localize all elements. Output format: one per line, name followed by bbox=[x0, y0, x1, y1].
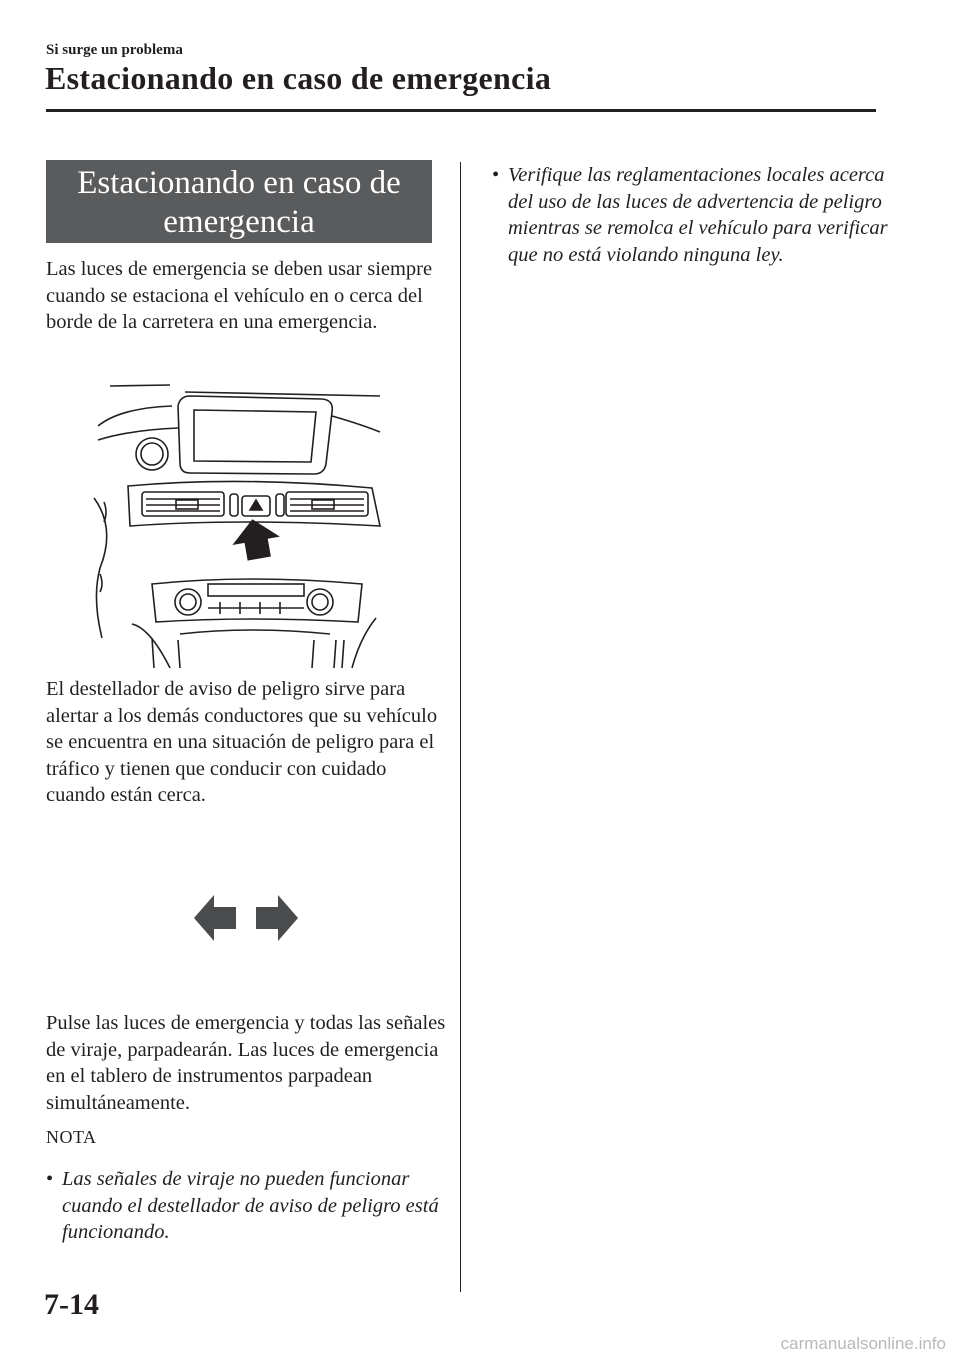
section-heading-box bbox=[46, 160, 432, 243]
note-bullet-1-text: Las señales de viraje no pueden funcionar cuando el destellador de aviso de peligro está funcionando. bbox=[62, 1168, 439, 1243]
center-vent-right bbox=[286, 492, 368, 516]
climate-display bbox=[208, 584, 304, 596]
turn-signal-arrows-icon bbox=[194, 895, 298, 941]
round-vent-inner bbox=[141, 443, 163, 465]
press-paragraph: Pulse las luces de emergencia y todas las señales de viraje, parpadearán. Las luces de emergencia en el tablero de instrumentos parpadean simultáneamente. bbox=[46, 1012, 446, 1114]
dashboard-illustration bbox=[90, 378, 390, 668]
climate-knob-right bbox=[307, 589, 333, 615]
flasher-paragraph: El destellador de aviso de peligro sirve para alertar a los demás conductores que su vehículo se encuentra en una situación de peligro para el tráfico y tienen que conducir con cuidado cuando están cerca. bbox=[46, 678, 438, 806]
hazard-triangle-icon bbox=[250, 500, 262, 510]
title-rule bbox=[46, 109, 876, 112]
dash-top-edge bbox=[185, 392, 380, 396]
page-number: 7-14 bbox=[44, 1288, 99, 1321]
pointer-arrow-icon bbox=[231, 516, 281, 561]
left-turn-arrow-icon bbox=[194, 895, 236, 941]
page-title: Estacionando en caso de emergencia bbox=[45, 60, 552, 96]
note-label: NOTA bbox=[46, 1127, 97, 1147]
note-bullet-1 bbox=[46, 1166, 442, 1246]
bullet-glyph: • bbox=[46, 1168, 54, 1190]
center-vent-left bbox=[142, 492, 224, 516]
climate-panel bbox=[152, 579, 362, 622]
section-heading-line2: emergencia bbox=[163, 204, 315, 240]
dash-curve-left bbox=[98, 406, 172, 426]
column-divider bbox=[460, 162, 461, 1292]
dash-curve-right bbox=[332, 416, 380, 432]
watermark: carmanualsonline.info bbox=[780, 1334, 946, 1353]
intro-paragraph: Las luces de emergencia se deben usar siempre cuando se estaciona el vehículo en o cerca del borde de la carretera en una emergencia. bbox=[46, 258, 433, 333]
note-bullet-2 bbox=[492, 162, 888, 268]
right-turn-arrow-icon bbox=[256, 895, 298, 941]
section-heading-line1: Estacionando en caso de bbox=[77, 165, 401, 201]
note-bullet-2-text: Verifique las reglamentaciones locales acerca del uso de las luces de advertencia de peligro mientras se remolca el vehículo para verificar que no está violando ninguna ley. bbox=[508, 164, 888, 266]
display-screen bbox=[194, 410, 316, 462]
dash-curve-left-2 bbox=[98, 428, 178, 440]
running-head: Si surge un problema bbox=[46, 42, 183, 58]
bullet-glyph: • bbox=[492, 164, 500, 186]
dash-top-edge-left bbox=[110, 385, 170, 386]
climate-knob-left bbox=[175, 589, 201, 615]
